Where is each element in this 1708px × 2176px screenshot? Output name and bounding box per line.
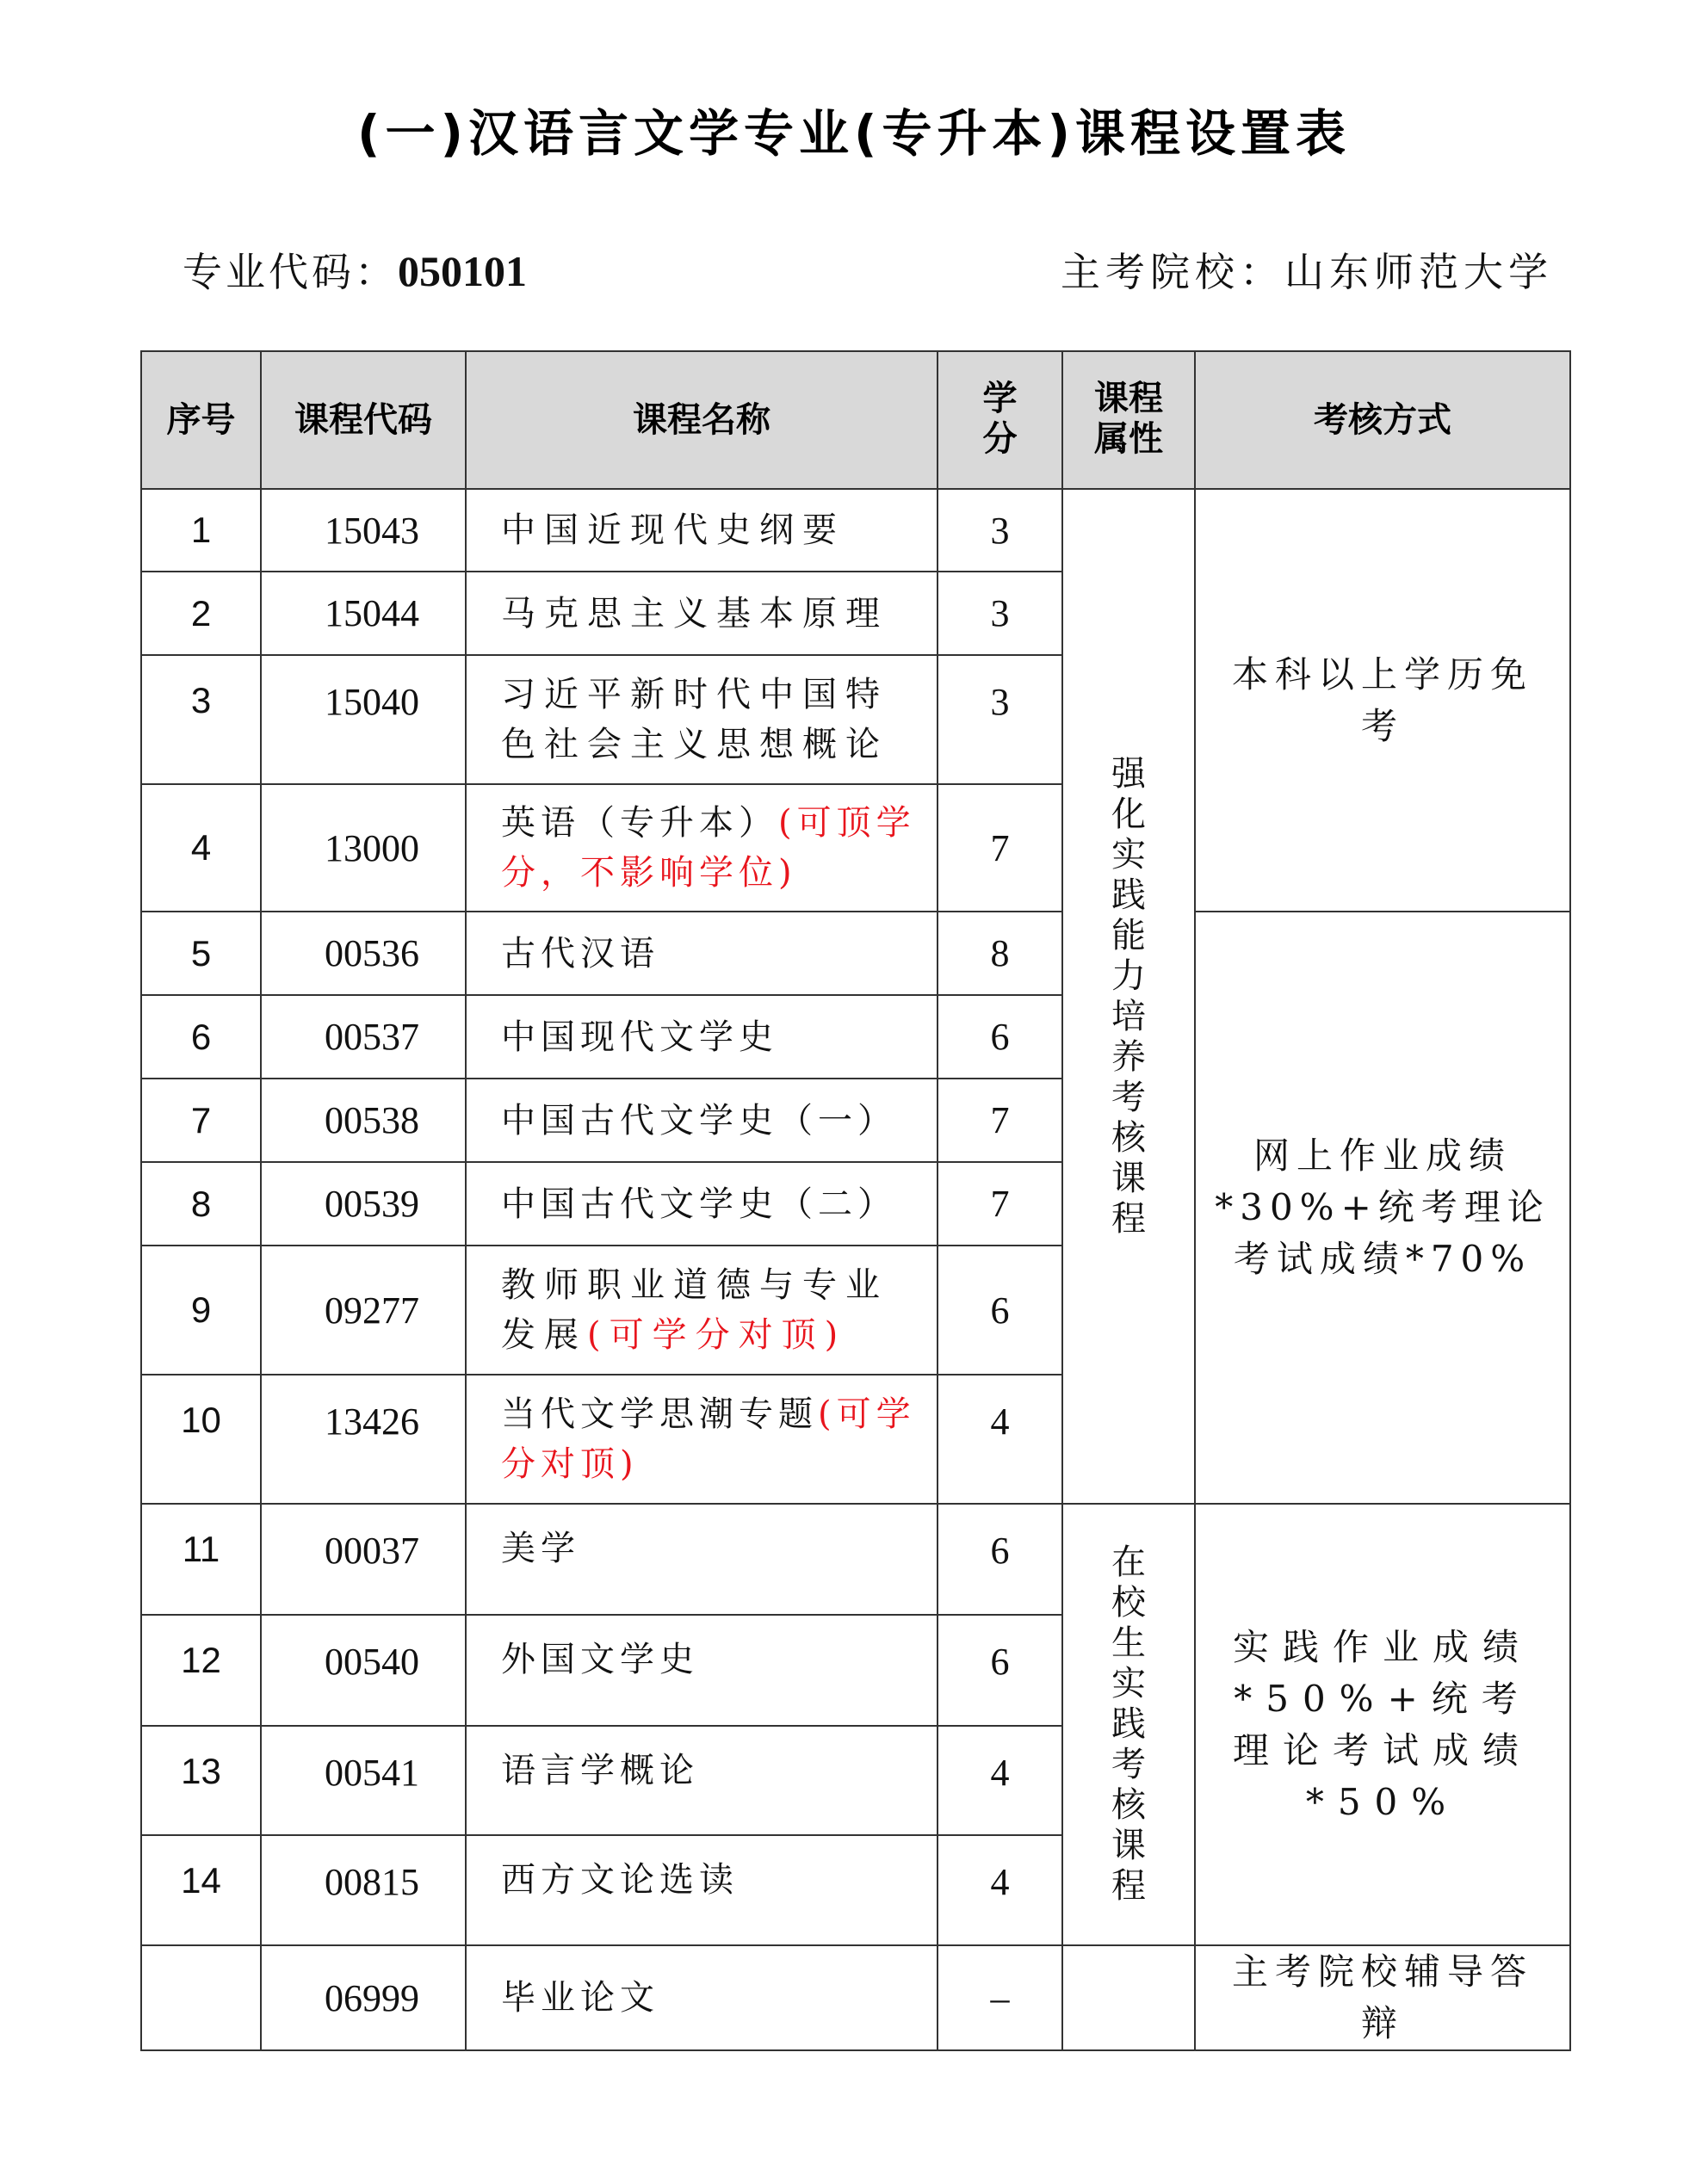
cell-name: 当代文学思潮专题(可学分对顶) — [466, 1375, 938, 1504]
cell-name: 语言学概论 — [466, 1726, 938, 1835]
cell-credit: 3 — [938, 572, 1062, 655]
cell-name: 教师职业道德与专业发展(可学分对顶) — [466, 1246, 938, 1375]
cell-name: 中国现代文学史 — [466, 995, 938, 1079]
note-red: (可顶学分，不影响学位) — [501, 803, 916, 893]
table-row — [141, 1945, 1570, 2050]
cell-code: 06999 — [261, 1945, 466, 2050]
cell-code: 15044 — [261, 572, 466, 655]
cell-credit: 4 — [938, 1375, 1062, 1504]
cell-name: 外国文学史 — [466, 1615, 938, 1726]
exam-school — [1061, 241, 1553, 298]
cell-seq: 14 — [141, 1835, 261, 1945]
cell-seq: 2 — [141, 572, 261, 655]
cell-name: 古代汉语 — [466, 912, 938, 995]
cell-code: 00037 — [261, 1504, 466, 1615]
cell-name: 习近平新时代中国特色社会主义思想概论 — [466, 655, 938, 784]
header-code: 课程代码 — [261, 351, 466, 489]
cell-seq: 9 — [141, 1246, 261, 1375]
cell-seq: 10 — [141, 1375, 261, 1504]
course-table — [140, 350, 1571, 2051]
cell-seq: 11 — [141, 1504, 261, 1615]
cell-credit: 3 — [938, 655, 1062, 784]
cell-name: 毕业论文 — [466, 1945, 938, 2050]
cell-seq: 12 — [141, 1615, 261, 1726]
table-row — [141, 489, 1570, 572]
cell-seq: 7 — [141, 1079, 261, 1162]
cell-credit: 3 — [938, 489, 1062, 572]
cell-exam-group-4: 主考院校辅导答辩 — [1195, 1945, 1570, 2050]
cell-attr-empty — [1062, 1945, 1195, 2050]
cell-seq: 6 — [141, 995, 261, 1079]
cell-code: 13000 — [261, 784, 466, 912]
cell-name: 西方文论选读 — [466, 1835, 938, 1945]
cell-code: 00538 — [261, 1079, 466, 1162]
cell-exam-group-2: 网上作业成绩*30%+统考理论考试成绩*70% — [1195, 912, 1570, 1504]
major-code-value: 050101 — [398, 247, 527, 295]
cell-name: 英语（专升本）(可顶学分，不影响学位) — [466, 784, 938, 912]
header-exam: 考核方式 — [1195, 351, 1570, 489]
cell-code: 00536 — [261, 912, 466, 995]
header-seq: 序号 — [141, 351, 261, 489]
note-red: (可学分对顶) — [587, 1315, 847, 1355]
cell-seq: 1 — [141, 489, 261, 572]
exam-school-label: 主考院校： — [1061, 249, 1284, 295]
cell-seq: 3 — [141, 655, 261, 784]
cell-name: 中国古代文学史（二） — [466, 1162, 938, 1246]
exam-school-value: 山东师范大学 — [1284, 249, 1553, 295]
cell-exam-group-3: 实践作业成绩*50%+统考理论考试成绩*50% — [1195, 1504, 1570, 1945]
cell-seq: 5 — [141, 912, 261, 995]
cell-seq: 4 — [141, 784, 261, 912]
cell-credit: 7 — [938, 784, 1062, 912]
table-row — [141, 912, 1570, 995]
cell-credit: 6 — [938, 1504, 1062, 1615]
cell-seq — [141, 1945, 261, 2050]
cell-credit: 8 — [938, 912, 1062, 995]
cell-seq: 8 — [141, 1162, 261, 1246]
cell-attr-group-1: 强化实践能力培养考核课程 — [1062, 489, 1195, 1504]
cell-seq: 13 — [141, 1726, 261, 1835]
major-code — [183, 241, 527, 298]
cell-code: 09277 — [261, 1246, 466, 1375]
cell-code: 00540 — [261, 1615, 466, 1726]
cell-code: 00541 — [261, 1726, 466, 1835]
header-name: 课程名称 — [466, 351, 938, 489]
cell-code: 13426 — [261, 1375, 466, 1504]
cell-name: 马克思主义基本原理 — [466, 572, 938, 655]
cell-exam-group-1: 本科以上学历免考 — [1195, 489, 1570, 912]
note-red: (可学分对顶) — [501, 1394, 916, 1484]
cell-code: 00539 — [261, 1162, 466, 1246]
cell-credit: 7 — [938, 1079, 1062, 1162]
cell-credit: 4 — [938, 1835, 1062, 1945]
header-credit: 学分 — [938, 351, 1062, 489]
major-code-label: 专业代码： — [183, 249, 398, 295]
cell-code: 15043 — [261, 489, 466, 572]
cell-name: 中国近现代史纲要 — [466, 489, 938, 572]
cell-code: 00537 — [261, 995, 466, 1079]
cell-credit: 7 — [938, 1162, 1062, 1246]
table-row — [141, 1504, 1570, 1615]
cell-credit: 6 — [938, 995, 1062, 1079]
cell-credit: – — [938, 1945, 1062, 2050]
cell-credit: 6 — [938, 1246, 1062, 1375]
header-attr: 课程属性 — [1062, 351, 1195, 489]
page-title: (一)汉语言文学专业(专升本)课程设置表 — [356, 104, 1352, 163]
cell-credit: 4 — [938, 1726, 1062, 1835]
cell-name: 中国古代文学史（一） — [466, 1079, 938, 1162]
cell-credit: 6 — [938, 1615, 1062, 1726]
cell-code: 00815 — [261, 1835, 466, 1945]
cell-code: 15040 — [261, 655, 466, 784]
cell-attr-group-2: 在校生实践考核课程 — [1062, 1504, 1195, 1945]
table-header-row — [141, 351, 1570, 489]
cell-name: 美学 — [466, 1504, 938, 1615]
